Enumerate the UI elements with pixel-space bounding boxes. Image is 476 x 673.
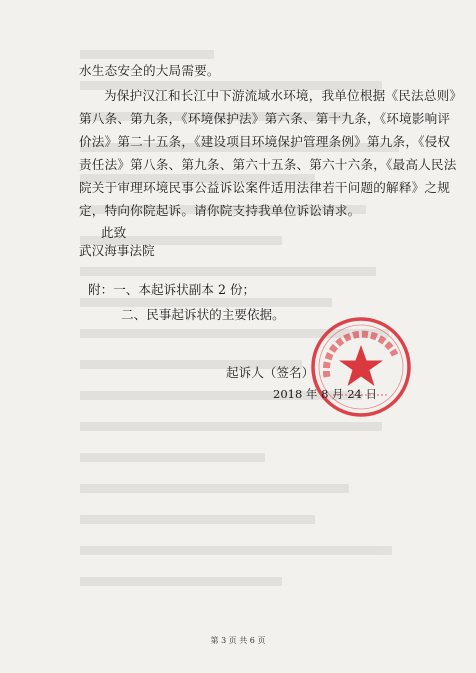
attachment-line-2: 二、民事起诉状的主要依据。 [121,307,285,322]
organization-seal [309,315,413,419]
attachment-line-1: 附：一、本起诉状副本 2 份； [88,282,256,297]
salutation-ci: 此致 [101,225,127,240]
body-line: 第八条、第九条，《环境保护法》第六条、第十九条，《环境影响评 [79,111,451,126]
page-number: 第 3 页 共 6 页 [210,636,266,645]
signature-date: 2018 年 8 月 24 日 [273,387,377,401]
court-name: 武汉海事法院 [79,243,155,258]
body-line: 为保护汉江和长江中下游流域水环境，我单位根据《民法总则》 [104,88,463,103]
body-line: 院关于审理环境民事公益诉讼案件适用法律若干问题的解释》之规 [79,180,451,195]
plaintiff-signature-label: 起诉人（签名） [226,365,315,380]
body-line: 责任法》第八条、第九条、第六十五条、第六十六条，《最高人民法 [79,157,457,172]
body-line: 水生态安全的大局需要。 [79,63,220,78]
body-line: 价法》第二十五条，《建设项目环境保护管理条例》第九条，《侵权 [79,134,451,149]
body-line: 定，特向你院起诉。请你院支持我单位诉讼请求。 [79,203,361,218]
